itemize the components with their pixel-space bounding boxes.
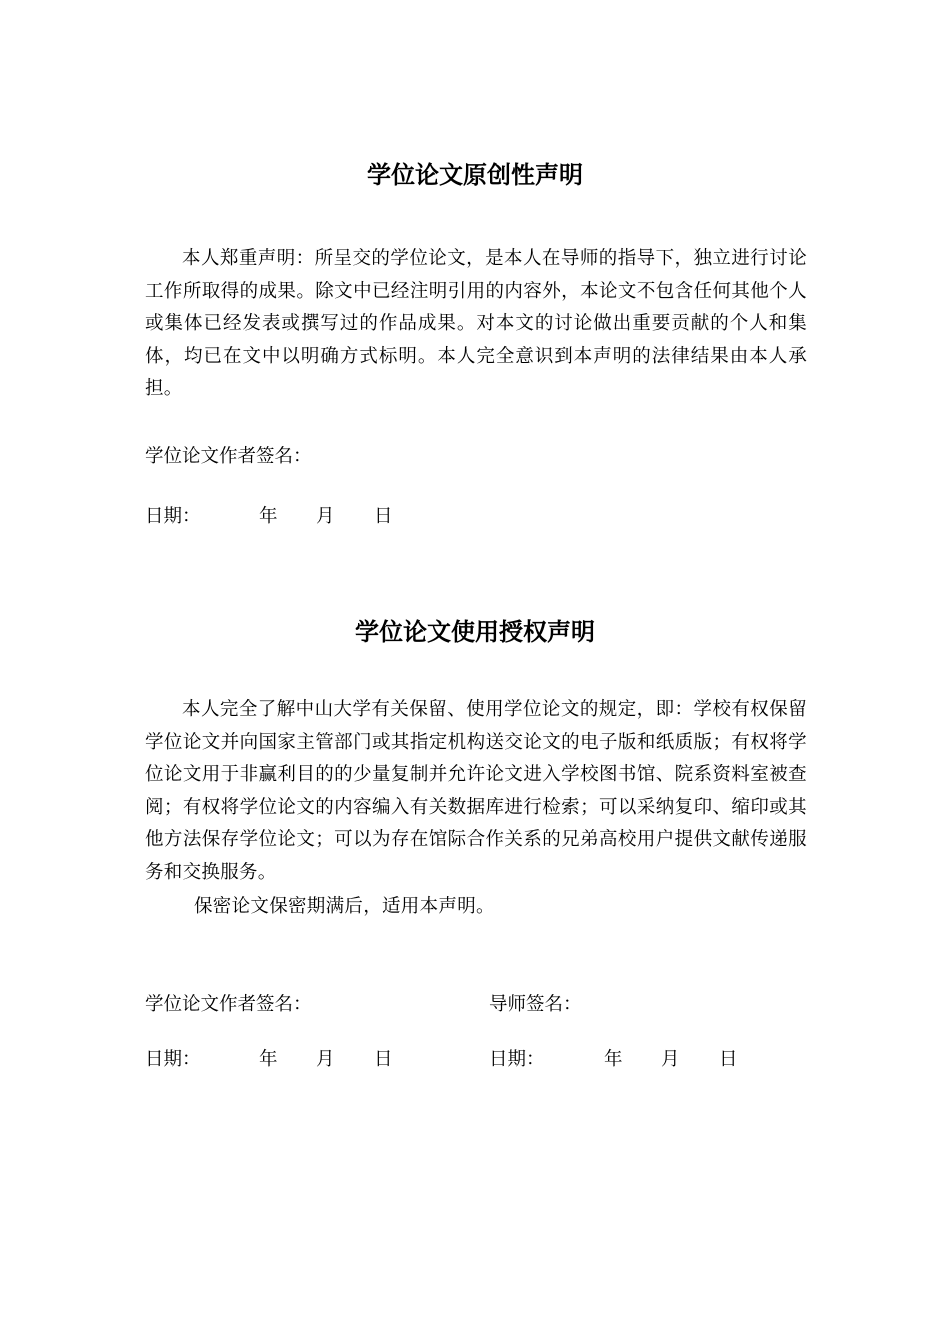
usage-authorization-title: 学位论文使用授权声明: [355, 618, 595, 646]
month-label: 月: [661, 1049, 680, 1070]
year-label: 年: [259, 1049, 278, 1070]
confidential-note: 保密论文保密期满后，适用本声明。: [194, 896, 495, 917]
originality-declaration-paragraph: 本人郑重声明：所呈交的学位论文，是本人在导师的指导下，独立进行讨论工作所取得的成果。除文中已经注明引用的内容外，本论文不包含任何其他个人或集体已经发表或撰写过的作品成果。对本文的讨论做出重要贡献的个人和集体，均已在文中以明确方式标明。本人完全意识到本声明的法律结果由本人承担。: [145, 248, 807, 400]
author-signature-label: 学位论文作者签名：: [145, 446, 312, 467]
day-label: 日: [374, 506, 393, 527]
originality-declaration-title: 学位论文原创性声明: [367, 161, 583, 189]
author-signature-label-2: 学位论文作者签名：: [145, 994, 312, 1015]
month-label: 月: [316, 1049, 335, 1070]
year-label: 年: [604, 1049, 623, 1070]
date-label: 日期：: [489, 1049, 545, 1070]
date-label: 日期：: [145, 1049, 201, 1070]
advisor-signature-label: 导师签名：: [489, 994, 582, 1015]
day-label: 日: [374, 1049, 393, 1070]
year-label: 年: [259, 506, 278, 527]
day-label: 日: [719, 1049, 738, 1070]
date-label: 日期：: [145, 506, 201, 527]
month-label: 月: [316, 506, 335, 527]
usage-authorization-paragraph: 本人完全了解中山大学有关保留、使用学位论文的规定，即：学校有权保留学位论文并向国家主管部门或其指定机构送交论文的电子版和纸质版；有权将学位论文用于非赢利目的的少量复制并允许论文进入学校图书馆、院系资料室被查阅；有权将学位论文的内容编入有关数据库进行检索；可以采纳复印、缩印或其他方法保存学位论文；可以为存在馆际合作关系的兄弟高校用户提供文献传递服务和交换服务。: [145, 699, 807, 883]
